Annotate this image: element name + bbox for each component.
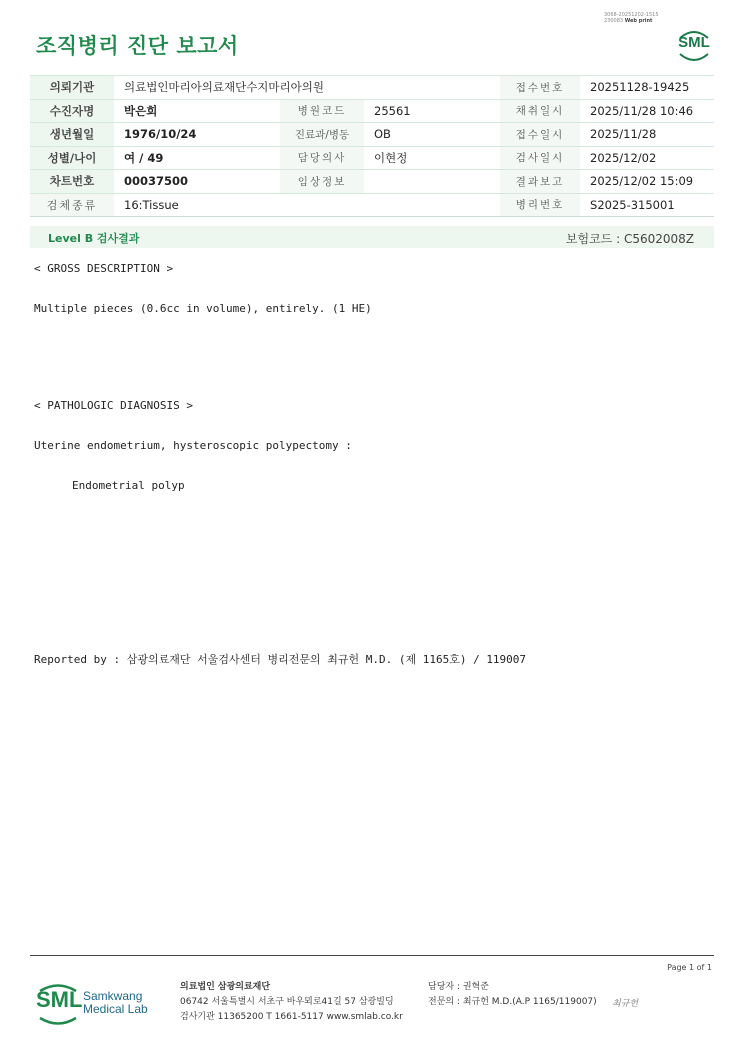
gross-text: Multiple pieces (0.6cc in volume), entirely. (1 HE) bbox=[34, 302, 372, 315]
staff-in-charge: 담당자 : 권혁준 bbox=[428, 982, 489, 992]
info-row bbox=[30, 170, 714, 194]
info-row bbox=[30, 146, 714, 170]
footer-logo-name-1: Samkwang bbox=[83, 989, 143, 1003]
field-value: 25561 bbox=[364, 99, 500, 123]
field-value: 2025/12/02 15:09 bbox=[580, 170, 714, 194]
diagnosis-line: Uterine endometrium, hysteroscopic polypectomy : bbox=[34, 439, 352, 452]
patient-info-table bbox=[30, 75, 714, 217]
field-value: 박은희 bbox=[114, 99, 280, 123]
footer-logo bbox=[36, 982, 156, 1026]
field-value: 20251128-19425 bbox=[580, 76, 714, 100]
field-label: 담당의사 bbox=[280, 146, 364, 170]
field-label: 임상정보 bbox=[280, 170, 364, 194]
footer-divider bbox=[30, 955, 714, 956]
field-value: 16:Tissue bbox=[114, 193, 500, 217]
level-bar bbox=[30, 226, 714, 248]
field-label: 성별/나이 bbox=[30, 146, 114, 170]
field-value: OB bbox=[364, 123, 500, 147]
field-label: 차트번호 bbox=[30, 170, 114, 194]
field-value: 2025/11/28 10:46 bbox=[580, 99, 714, 123]
print-meta-line1: 3068-20251202-1515 bbox=[604, 12, 659, 18]
info-row bbox=[30, 193, 714, 217]
field-label: 병리번호 bbox=[500, 193, 580, 217]
print-meta-line2: 230083 bbox=[604, 18, 624, 24]
field-label: 결과보고 bbox=[500, 170, 580, 194]
footer-logo-name-2: Medical Lab bbox=[83, 1002, 148, 1016]
field-value: 2025/11/28 bbox=[580, 123, 714, 147]
diagnosis-result: Endometrial polyp bbox=[72, 479, 185, 492]
field-label: 진료과/병동 bbox=[280, 123, 364, 147]
field-label: 접수일시 bbox=[500, 123, 580, 147]
field-label: 병원코드 bbox=[280, 99, 364, 123]
diagnosis-heading: < PATHOLOGIC DIAGNOSIS > bbox=[34, 399, 193, 412]
field-value bbox=[364, 170, 500, 194]
print-meta bbox=[604, 12, 659, 24]
field-value: 1976/10/24 bbox=[114, 123, 280, 147]
insurance-code: 보험코드 : C5602008Z bbox=[565, 232, 694, 246]
footer-logo-mark: SML bbox=[36, 987, 83, 1012]
field-label: 채취일시 bbox=[500, 99, 580, 123]
reported-by: Reported by : 삼광의료재단 서울검사센터 병리전문의 최규헌 M.D. (제 1165호) / 119007 bbox=[34, 653, 527, 666]
footer-org: 의료법인 삼광의료재단 bbox=[180, 982, 271, 992]
field-value: 2025/12/02 bbox=[580, 146, 714, 170]
gross-heading: < GROSS DESCRIPTION > bbox=[34, 262, 174, 275]
field-value: 여 / 49 bbox=[114, 146, 280, 170]
specialist: 전문의 : 최규헌 M.D.(A.P 1165/119007) bbox=[428, 997, 597, 1007]
info-row bbox=[30, 76, 714, 100]
footer-staff bbox=[428, 980, 597, 1010]
footer-address bbox=[180, 980, 403, 1025]
field-label: 접수번호 bbox=[500, 76, 580, 100]
field-value: 이현정 bbox=[364, 146, 500, 170]
sml-logo-text: SML bbox=[678, 34, 710, 51]
field-label: 수진자명 bbox=[30, 99, 114, 123]
print-meta-web: Web print bbox=[624, 18, 653, 24]
sml-logo bbox=[674, 26, 714, 64]
info-row bbox=[30, 123, 714, 147]
report-title: 조직병리 진단 보고서 bbox=[36, 34, 239, 58]
footer-address-line: 06742 서울특별시 서초구 바우뫼로41길 57 삼광빌딩 bbox=[180, 997, 394, 1007]
field-label: 생년월일 bbox=[30, 123, 114, 147]
field-value: 00037500 bbox=[114, 170, 280, 194]
info-row bbox=[30, 99, 714, 123]
requesting-institution: 의료법인마리아의료재단수지마리아의원 bbox=[114, 76, 500, 100]
field-label: 의뢰기관 bbox=[30, 76, 114, 100]
level-label: Level B 검사결과 bbox=[48, 232, 140, 245]
field-label: 검체종류 bbox=[30, 193, 114, 217]
footer-contact: 검사기관 11365200 T 1661-5117 www.smlab.co.kr bbox=[180, 1012, 403, 1022]
field-label: 검사일시 bbox=[500, 146, 580, 170]
page-number: Page 1 of 1 bbox=[667, 963, 712, 972]
signature: 최규헌 bbox=[612, 999, 639, 1009]
footer-logo-name bbox=[83, 990, 148, 1016]
field-value: S2025-315001 bbox=[580, 193, 714, 217]
